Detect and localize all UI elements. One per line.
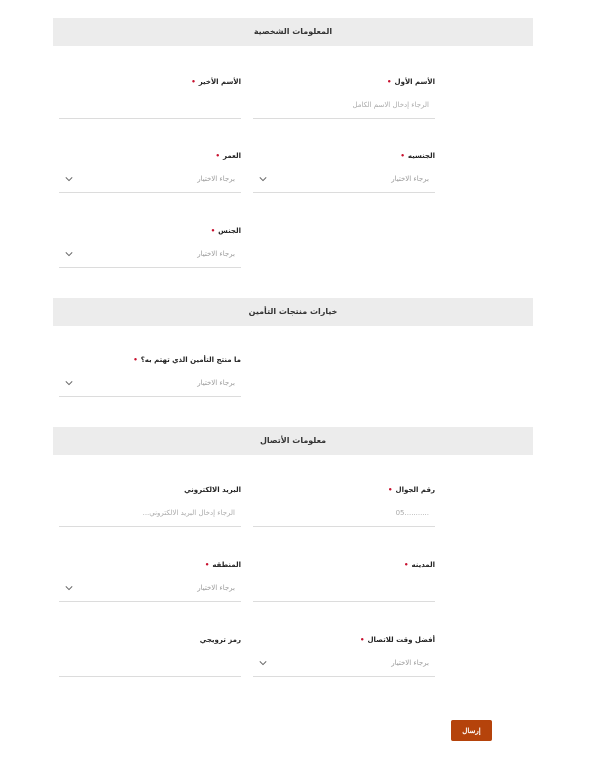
select-value: برجاء الاختيار — [197, 584, 235, 592]
first-name-field — [253, 78, 435, 122]
field-label: المنطقه — [212, 561, 241, 569]
email-input[interactable]: الرجاء إدخال البريد الالكتروني... — [59, 500, 241, 527]
region-select[interactable] — [59, 575, 241, 602]
field-label: الجنس — [218, 227, 241, 235]
field-label: رقم الجوال — [395, 486, 435, 494]
product-field — [59, 356, 241, 400]
chevron-down-icon — [65, 250, 73, 258]
age-field — [59, 152, 241, 196]
required-marker: • — [387, 78, 392, 86]
first-name-input[interactable]: الرجاء إدخال الاسم الكامل — [253, 92, 435, 119]
required-marker: • — [400, 152, 405, 160]
required-marker: • — [133, 356, 138, 364]
chevron-down-icon — [259, 175, 267, 183]
section-header-insurance: خيارات منتجات التأمين — [53, 298, 533, 326]
submit-button[interactable]: إرسال — [451, 720, 492, 741]
mobile-input[interactable]: ...........05 — [253, 500, 435, 527]
gender-select[interactable] — [59, 241, 241, 268]
section-header-contact: معلومات الأتصال — [53, 427, 533, 455]
required-marker: • — [404, 561, 409, 569]
select-value: برجاء الاختيار — [391, 659, 429, 667]
select-value: برجاء الاختيار — [391, 175, 429, 183]
city-field — [253, 561, 435, 605]
chevron-down-icon — [65, 379, 73, 387]
section-header-personal: المعلومات الشخصية — [53, 18, 533, 46]
best-time-select[interactable] — [253, 650, 435, 677]
required-marker: • — [388, 486, 393, 494]
city-input[interactable] — [253, 575, 435, 602]
required-marker: • — [191, 78, 196, 86]
field-label: أفضل وقت للاتصال — [367, 636, 435, 644]
field-label: الجنسيه — [407, 152, 435, 160]
required-marker: • — [210, 227, 216, 235]
chevron-down-icon — [65, 175, 73, 183]
field-label: العمر — [222, 152, 241, 160]
nationality-select[interactable] — [253, 166, 435, 193]
product-select[interactable] — [59, 370, 241, 397]
field-label: الأسم الأخير — [198, 78, 241, 86]
field-label: البريد الالكتروني — [184, 486, 241, 494]
region-field — [59, 561, 241, 605]
required-marker: • — [359, 636, 365, 644]
select-value: برجاء الاختيار — [197, 379, 235, 387]
last-name-input[interactable] — [59, 92, 241, 119]
last-name-field — [59, 78, 241, 122]
field-label: ما منتج التأمين الذي تهتم به؟ — [140, 356, 241, 364]
promo-code-field — [59, 636, 241, 680]
mobile-field — [253, 486, 435, 530]
select-value: برجاء الاختيار — [197, 250, 235, 258]
nationality-field — [253, 152, 435, 196]
field-label: المدينه — [411, 561, 435, 569]
field-label: رمز ترويجي — [199, 636, 241, 644]
best-time-field — [253, 636, 435, 680]
email-field — [59, 486, 241, 530]
age-select[interactable] — [59, 166, 241, 193]
required-marker: • — [215, 152, 220, 160]
promo-code-input[interactable] — [59, 650, 241, 677]
select-value: برجاء الاختيار — [197, 175, 235, 183]
chevron-down-icon — [65, 584, 73, 592]
chevron-down-icon — [259, 659, 267, 667]
field-label: الأسم الأول — [394, 78, 435, 86]
gender-field — [59, 227, 241, 271]
required-marker: • — [204, 561, 210, 569]
